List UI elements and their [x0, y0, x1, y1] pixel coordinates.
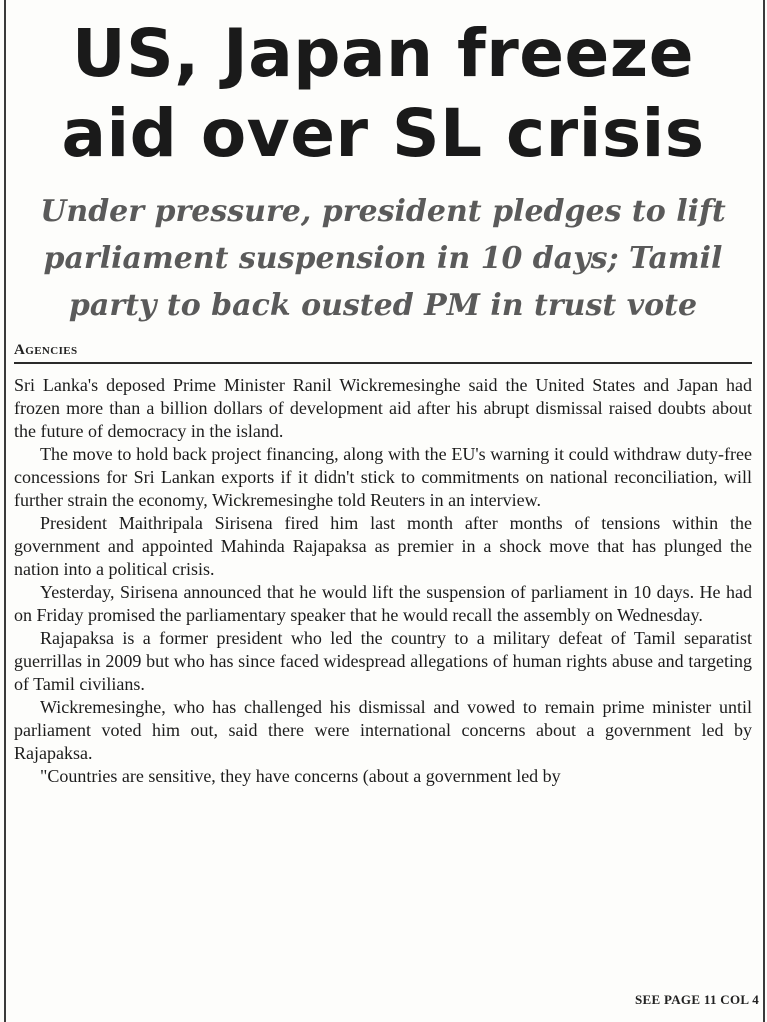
paragraph: Rajapaksa is a former president who led the country to a military defeat of Tamil separatist guerrillas in 2009 but who has since faced widespread allegations of human rights abuse and targeting of Tamil civilians.	[14, 628, 752, 694]
paragraph: Wickremesinghe, who has challenged his dismissal and vowed to remain prime minister until parliament voted him out, said there were international concerns about a government led by Rajapaksa.	[14, 697, 752, 763]
subheadline	[14, 188, 752, 329]
column-rule-left	[4, 0, 6, 1022]
subheadline-line-2: parliament suspension in 10 days; Tamil	[43, 241, 723, 276]
paragraph: Yesterday, Sirisena announced that he would lift the suspension of parliament in 10 days. He had on Friday promised the parliamentary speaker that he would recall the assembly on Wednesday.	[14, 582, 752, 625]
subheadline-line-1: Under pressure, president pledges to lift	[40, 194, 726, 229]
news-article	[14, 0, 752, 788]
paragraph: Sri Lanka's deposed Prime Minister Ranil Wickremesinghe said the United States and Japan had frozen more than a billion dollars of development aid after his abrupt dismissal raised doubts about the future of democracy in the island.	[14, 375, 752, 441]
column-rule-right	[763, 0, 765, 1022]
headline-line-1: US, Japan freeze	[72, 15, 694, 92]
paragraph: President Maithripala Sirisena fired him last month after months of tensions within the government and appointed Mahinda Rajapaksa as premier in a shock move that has plunged the nation into a political crisis.	[14, 513, 752, 579]
paragraph: "Countries are sensitive, they have concerns (about a government led by	[40, 766, 561, 786]
subheadline-line-3: party to back ousted PM in trust vote	[68, 288, 698, 323]
headline-line-2: aid over SL crisis	[61, 95, 705, 172]
paragraph: The move to hold back project financing, along with the EU's warning it could withdraw duty-free concessions for Sri Lankan exports if it didn't stick to commitments on national reconciliation, will further strain the economy, Wickremesinghe told Reuters in an interview.	[14, 444, 752, 510]
continued-on-page-note: SEE PAGE 11 COL 4	[634, 992, 759, 1007]
headline	[14, 14, 752, 174]
article-body	[14, 374, 752, 788]
byline: Agencies	[14, 342, 752, 364]
